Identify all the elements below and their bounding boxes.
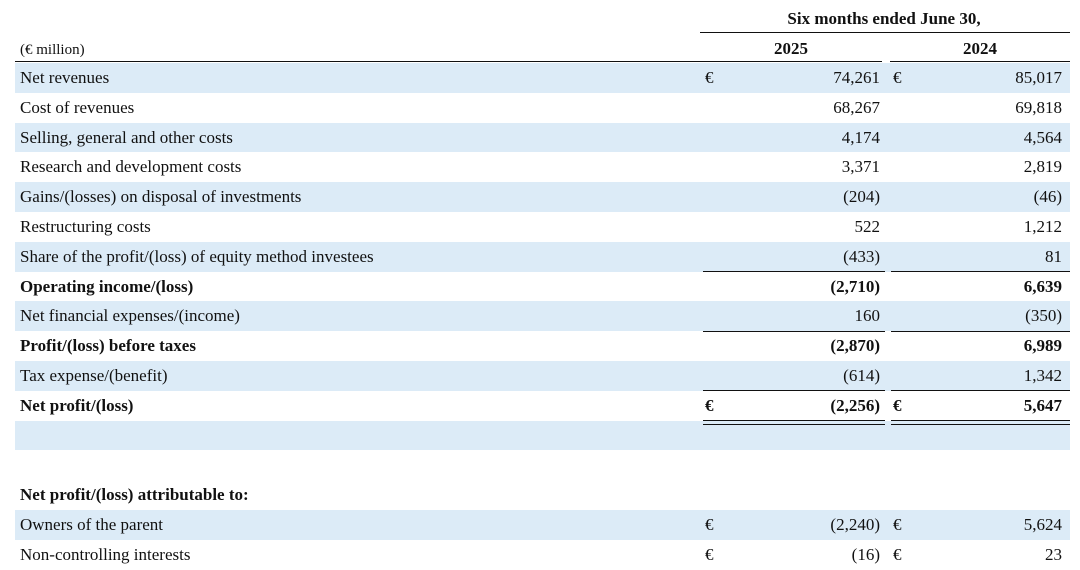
subtotal-rule (703, 271, 885, 272)
value-2024: 6,639 (1023, 276, 1062, 296)
subtotal-rule (703, 390, 885, 391)
value-2024: 1,342 (1023, 365, 1062, 385)
period-header: Six months ended June 30, (787, 9, 981, 28)
year-2024-header: 2024 (963, 39, 997, 58)
year-2025-header: 2025 (774, 39, 808, 58)
currency-symbol-2024: € (893, 544, 902, 564)
value-2024: (46) (1033, 187, 1062, 207)
value-2025: (433) (843, 246, 880, 266)
value-2025: (2,870) (830, 336, 880, 356)
row-label: Net financial expenses/(income) (20, 306, 240, 326)
value-2025: (2,710) (830, 276, 880, 296)
row-label: Profit/(loss) before taxes (20, 336, 196, 356)
currency-symbol-2025: € (705, 544, 714, 564)
value-2025: (16) (851, 544, 880, 564)
value-2024: 5,647 (1023, 395, 1062, 415)
table-row (15, 361, 1070, 391)
row-label: Non-controlling interests (20, 544, 191, 564)
table-row (15, 182, 1070, 212)
subtotal-rule (891, 271, 1070, 272)
table-row (15, 450, 1070, 480)
income-statement-table (15, 63, 1070, 570)
row-label: Selling, general and other costs (20, 127, 233, 147)
currency-symbol-2025: € (705, 514, 714, 534)
currency-symbol-2024: € (893, 68, 902, 87)
table-row (15, 510, 1070, 540)
value-2025: (204) (843, 187, 880, 207)
value-2024: 1,212 (1023, 216, 1062, 236)
value-2024: 5,624 (1023, 514, 1062, 534)
value-2025: 160 (854, 306, 880, 326)
currency-symbol-2025: € (705, 395, 714, 415)
currency-symbol-2024: € (893, 395, 902, 415)
currency-symbol-2025: € (705, 68, 714, 87)
header-rule-left (15, 61, 882, 62)
value-2025: 522 (854, 216, 880, 236)
row-label: Net profit/(loss) attributable to: (20, 485, 249, 505)
value-2024: 23 (1045, 544, 1062, 564)
table-row (15, 123, 1070, 153)
table-row (15, 152, 1070, 182)
table-row (15, 242, 1070, 272)
double-underline (891, 420, 1070, 425)
table-row (15, 301, 1070, 331)
table-row (15, 63, 1070, 93)
value-2024: 85,017 (1015, 68, 1062, 87)
value-2024: 69,818 (1015, 97, 1062, 117)
subtotal-rule (891, 390, 1070, 391)
table-row (15, 93, 1070, 123)
table-row (15, 212, 1070, 242)
header-rule-right (890, 61, 1070, 62)
table-row (15, 540, 1070, 570)
value-2024: 6,989 (1023, 336, 1062, 356)
table-row (15, 421, 1070, 451)
value-2025: 4,174 (841, 127, 880, 147)
currency-symbol-2024: € (893, 514, 902, 534)
row-label: Operating income/(loss) (20, 276, 194, 296)
double-underline (703, 420, 885, 425)
row-label: Cost of revenues (20, 97, 135, 117)
table-row (15, 480, 1070, 510)
subtotal-rule (891, 331, 1070, 332)
row-label: Owners of the parent (20, 514, 164, 534)
value-2024: 4,564 (1023, 127, 1062, 147)
value-2024: 2,819 (1023, 157, 1062, 177)
row-label: Net profit/(loss) (20, 395, 134, 415)
table-row (15, 272, 1070, 302)
row-label: Tax expense/(benefit) (20, 365, 168, 385)
period-header-rule (700, 32, 1070, 33)
row-label: Share of the profit/(loss) of equity method investees (20, 246, 374, 266)
table-row (15, 391, 1070, 421)
value-2024: 81 (1045, 246, 1062, 266)
value-2025: 68,267 (833, 97, 880, 117)
value-2025: (2,240) (830, 514, 880, 534)
unit-label: (€ million) (20, 42, 85, 58)
value-2024: (350) (1025, 306, 1062, 326)
row-label: Restructuring costs (20, 216, 151, 236)
value-2025: (614) (843, 365, 880, 385)
value-2025: 3,371 (841, 157, 880, 177)
table-row (15, 331, 1070, 361)
row-label: Gains/(losses) on disposal of investments (20, 187, 302, 207)
value-2025: (2,256) (830, 395, 880, 415)
row-label: Research and development costs (20, 157, 242, 177)
subtotal-rule (703, 331, 885, 332)
row-label: Net revenues (20, 68, 110, 87)
value-2025: 74,261 (833, 68, 880, 87)
